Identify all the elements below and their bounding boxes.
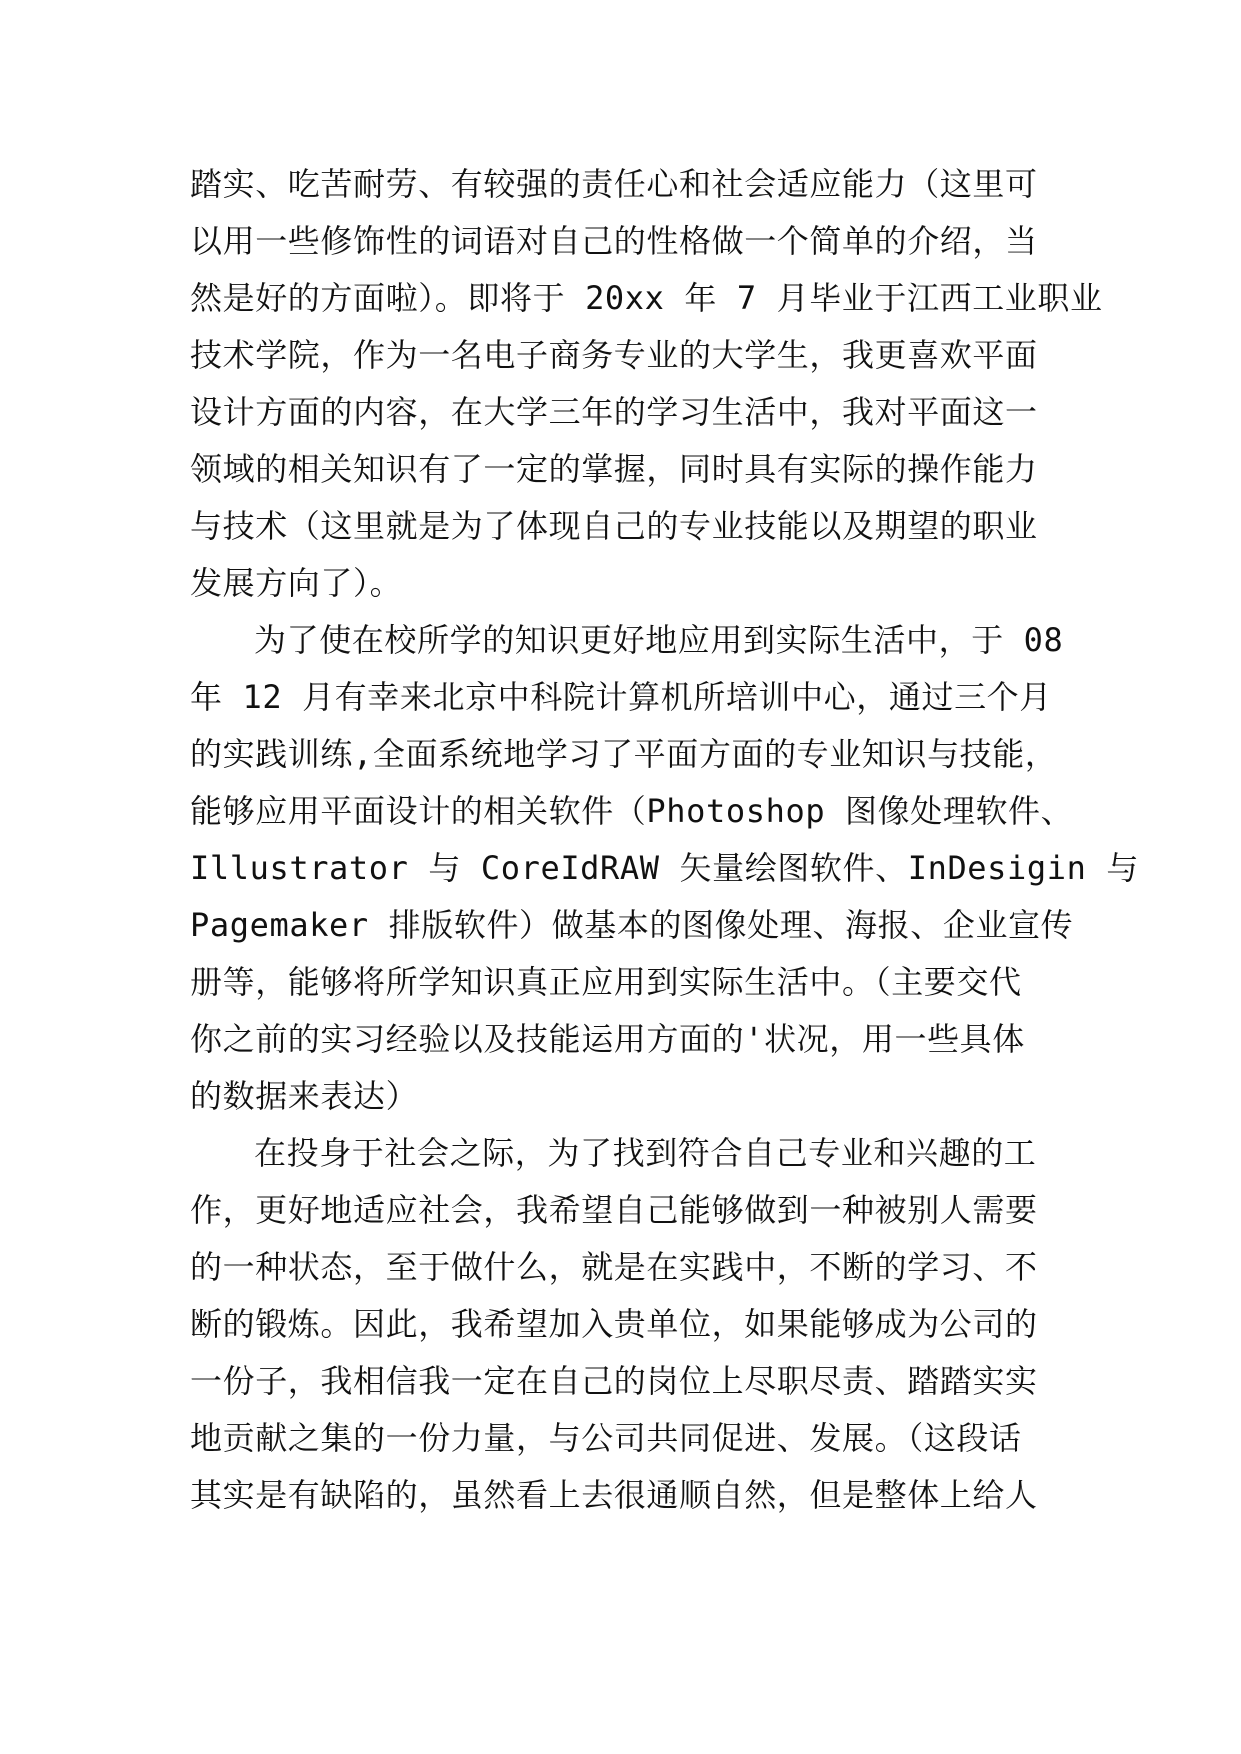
paragraph-1 <box>190 156 1103 612</box>
paragraph-2 <box>190 612 1139 1125</box>
text-line: 年 12 月有幸来北京中科院计算机所培训中心，通过三个月 <box>190 678 1052 716</box>
text-line: Pagemaker 排版软件）做基本的图像处理、海报、企业宣传 <box>190 906 1074 944</box>
text-line: 为了使在校所学的知识更好地应用到实际生活中，于 08 <box>254 621 1064 659</box>
document-body <box>190 156 1139 1524</box>
text-line: 的数据来表达） <box>190 1077 419 1115</box>
text-line: 能够应用平面设计的相关软件（Photoshop 图像处理软件、 <box>190 792 1074 830</box>
text-line: 的一种状态，至于做什么，就是在实践中，不断的学习、不 <box>190 1248 1038 1286</box>
text-line: 设计方面的内容，在大学三年的学习生活中，我对平面这一 <box>190 393 1038 431</box>
text-line: 与技术（这里就是为了体现自己的专业技能以及期望的职业 <box>190 507 1038 545</box>
text-line: 在投身于社会之际，为了找到符合自己专业和兴趣的工 <box>254 1134 1037 1172</box>
text-line: 的实践训练,全面系统地学习了平面方面的专业知识与技能， <box>190 735 1058 773</box>
text-line: 发展方向了）。 <box>190 564 403 602</box>
text-line: 然是好的方面啦）。即将于 20xx 年 7 月毕业于江西工业职业 <box>190 279 1103 317</box>
text-line: 踏实、吃苦耐劳、有较强的责任心和社会适应能力（这里可 <box>190 165 1038 203</box>
text-line: 你之前的实习经验以及技能运用方面的'状况，用一些具体 <box>190 1020 1025 1058</box>
text-line: 技术学院，作为一名电子商务专业的大学生，我更喜欢平面 <box>190 336 1038 374</box>
text-line: 作，更好地适应社会，我希望自己能够做到一种被别人需要 <box>190 1191 1038 1229</box>
text-line: 一份子，我相信我一定在自己的岗位上尽职尽责、踏踏实实 <box>190 1362 1038 1400</box>
text-line: 册等，能够将所学知识真正应用到实际生活中。（主要交代 <box>190 963 1022 1001</box>
text-line: 地贡献之集的一份力量，与公司共同促进、发展。（这段话 <box>190 1419 1022 1457</box>
text-line: 其实是有缺陷的，虽然看上去很通顺自然，但是整体上给人 <box>190 1476 1038 1514</box>
text-line: 以用一些修饰性的词语对自己的性格做一个简单的介绍，当 <box>190 222 1038 260</box>
paragraph-3 <box>190 1125 1050 1524</box>
text-line: Illustrator 与 CoreIdRAW 矢量绘图软件、InDesigin 与 <box>190 849 1139 887</box>
text-line: 断的锻炼。因此，我希望加入贵单位，如果能够成为公司的 <box>190 1305 1038 1343</box>
text-line: 领域的相关知识有了一定的掌握，同时具有实际的操作能力 <box>190 450 1038 488</box>
